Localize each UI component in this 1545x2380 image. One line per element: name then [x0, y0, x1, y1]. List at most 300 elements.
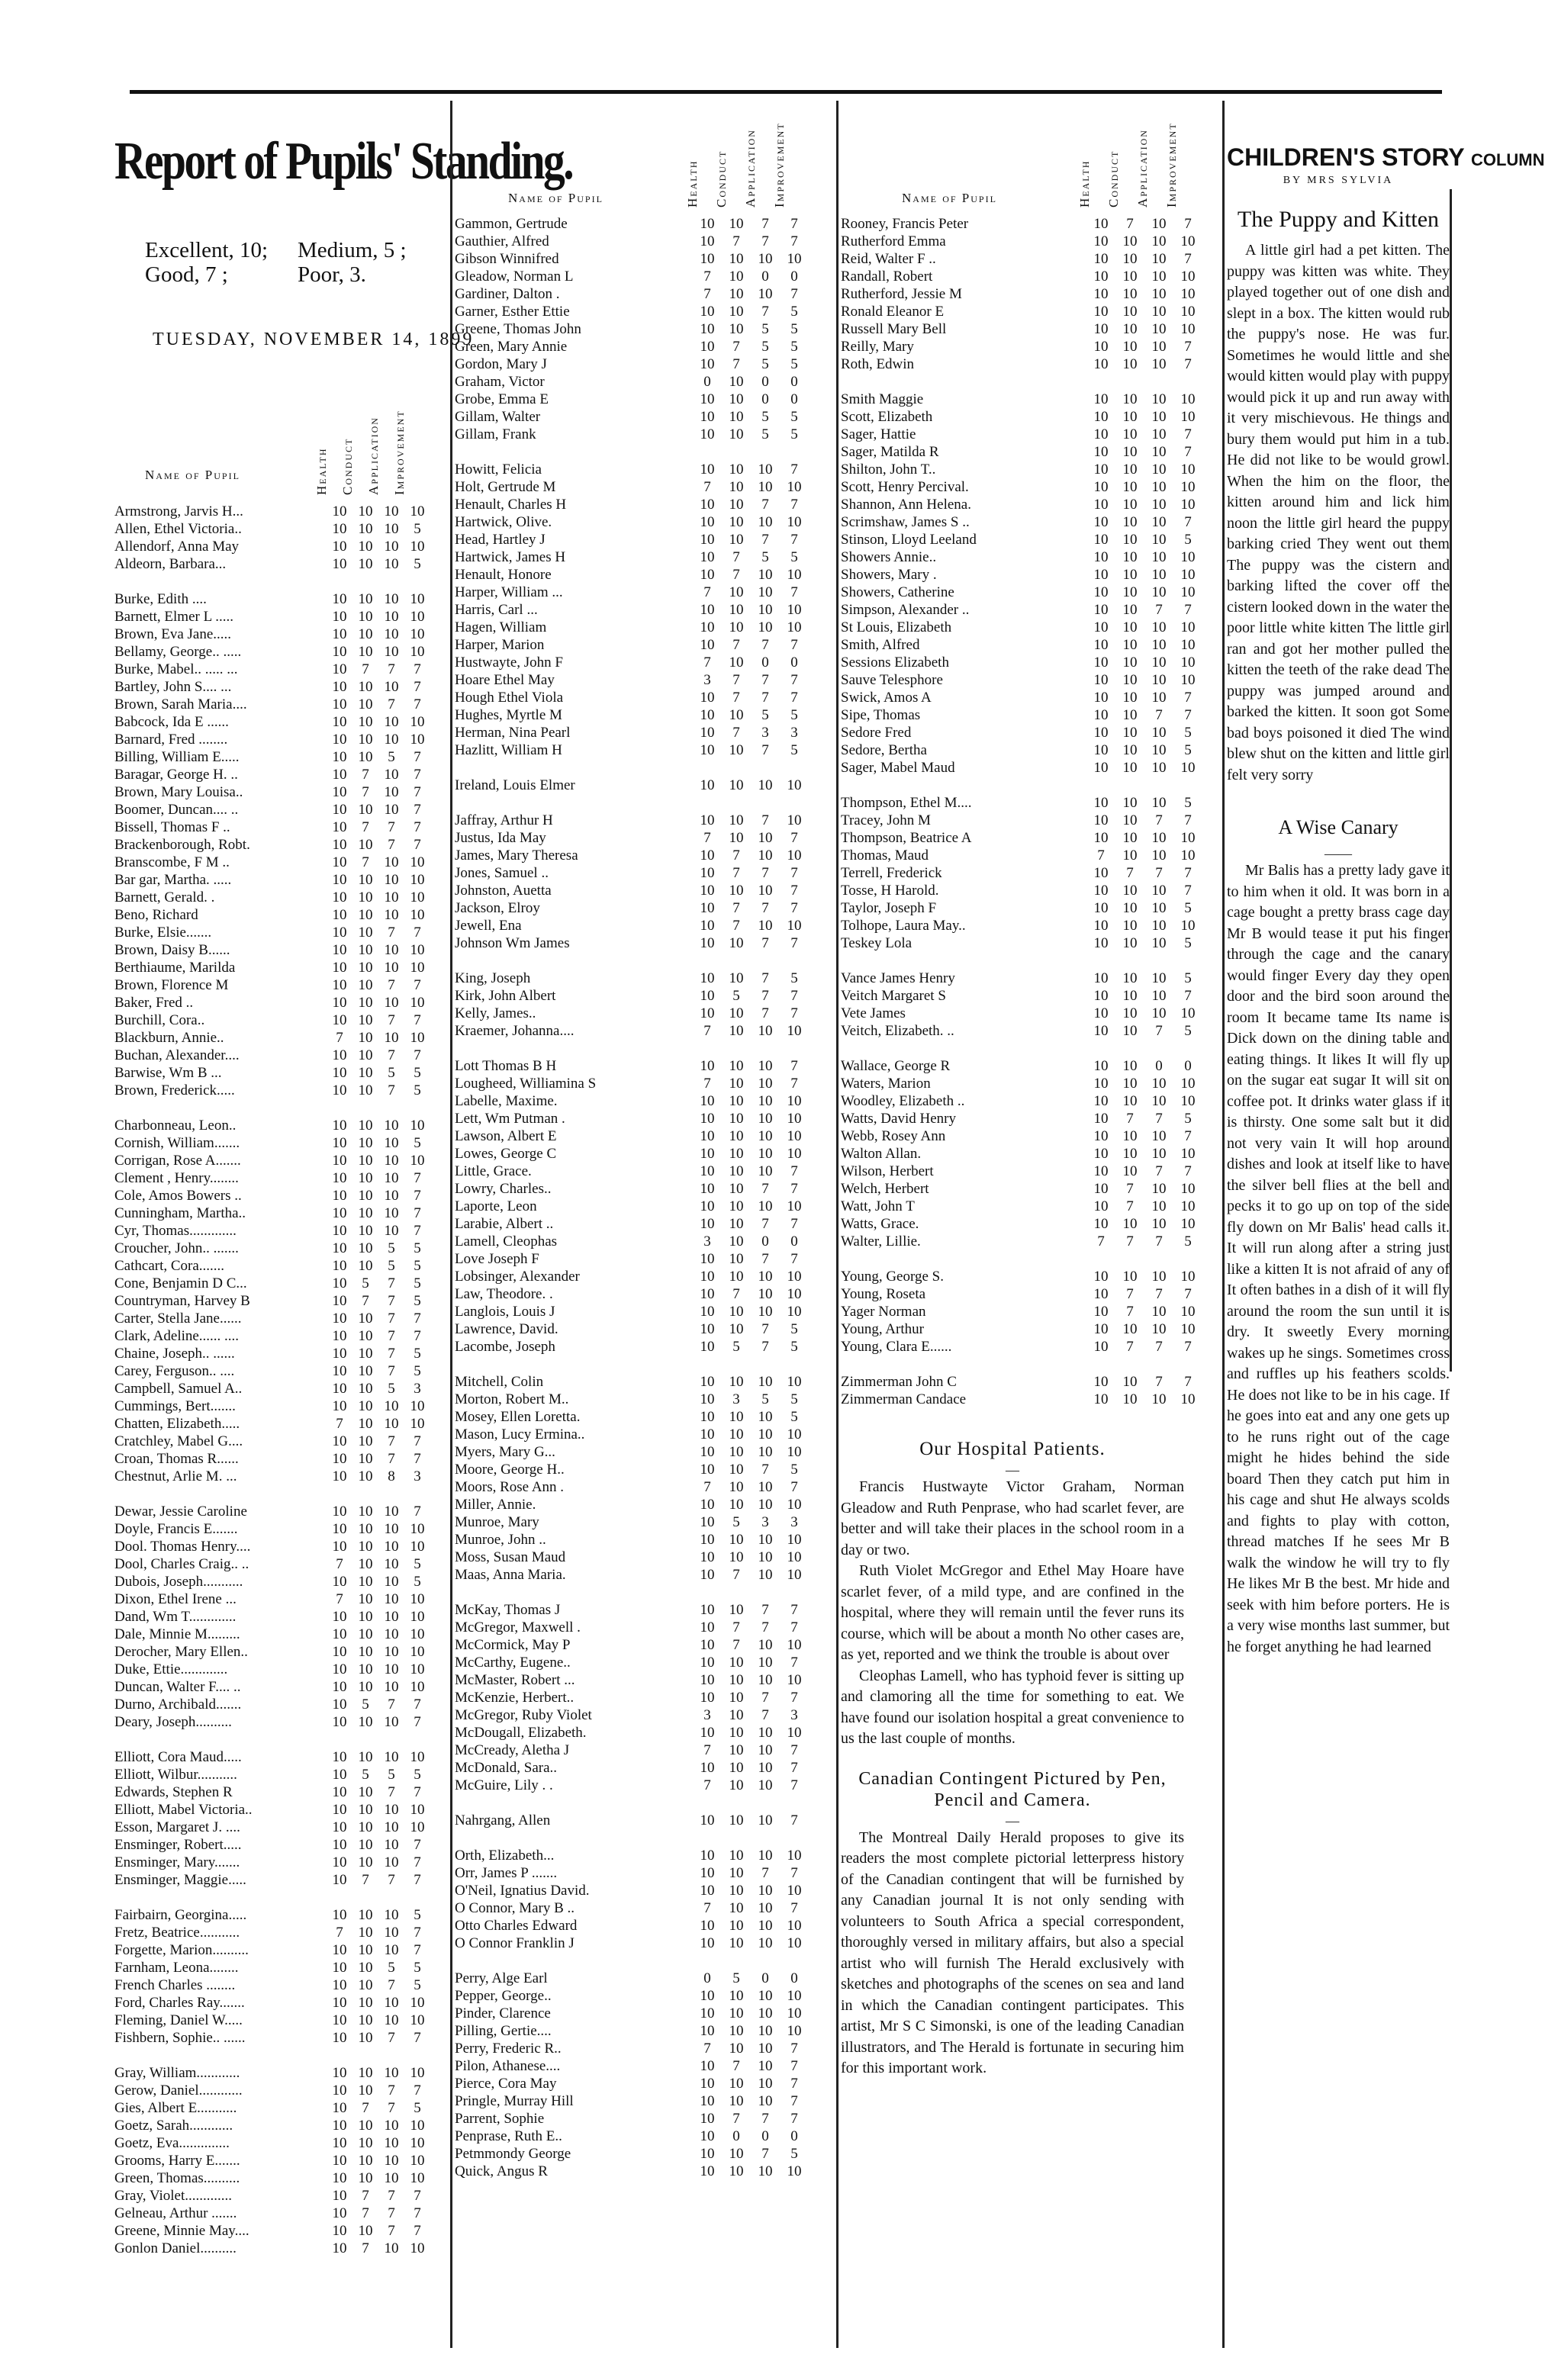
pupil-name: Showers Annie.. — [841, 549, 937, 565]
table-row — [455, 1005, 836, 1022]
application-score: 10 — [1151, 935, 1167, 951]
header-conduct: Conduct — [714, 150, 729, 207]
conduct-score: 10 — [729, 1181, 744, 1197]
application-score: 10 — [384, 1539, 399, 1555]
improvement-score: 7 — [414, 1697, 421, 1713]
table-row — [455, 601, 836, 619]
column-divider — [1222, 101, 1225, 2348]
pupil-name: Dewar, Jessie Caroline — [114, 1504, 247, 1520]
row-spacer — [455, 1829, 836, 1847]
application-score: 10 — [758, 602, 773, 618]
conduct-score: 7 — [732, 1286, 740, 1302]
pupil-name: Boomer, Duncan.... .. — [114, 802, 239, 818]
improvement-score: 10 — [410, 1609, 425, 1625]
conduct-score: 7 — [732, 918, 740, 934]
conduct-score: 10 — [729, 2146, 744, 2162]
application-score: 3 — [761, 1514, 769, 1530]
application-score: 10 — [1151, 1076, 1167, 1092]
pupil-name: McCormick, May P — [455, 1637, 571, 1653]
health-score: 10 — [700, 619, 715, 635]
conduct-score: 10 — [358, 1591, 373, 1607]
application-score: 10 — [384, 854, 399, 870]
conduct-score: 5 — [732, 1339, 740, 1355]
pupil-name: Watt, John T — [841, 1198, 915, 1214]
application-score: 8 — [388, 1468, 395, 1484]
conduct-score: 10 — [358, 1416, 373, 1432]
improvement-score: 7 — [414, 749, 421, 765]
health-score: 7 — [703, 1023, 711, 1039]
pupil-name: Ronald Eleanor E — [841, 304, 945, 320]
health-score: 10 — [700, 690, 715, 706]
table-row — [455, 1303, 836, 1320]
conduct-score: 10 — [358, 2065, 373, 2081]
pupil-name: Thompson, Beatrice A — [841, 830, 972, 846]
improvement-score: 10 — [410, 889, 425, 905]
pupil-name: Shannon, Ann Helena. — [841, 497, 971, 513]
pupil-name: Gillam, Frank — [455, 426, 536, 442]
conduct-score: 10 — [729, 1988, 744, 2004]
table-row — [455, 1549, 836, 1566]
table-row — [455, 1163, 836, 1180]
conduct-score: 10 — [729, 1672, 744, 1688]
improvement-score: 5 — [414, 1977, 421, 1993]
conduct-score: 10 — [1122, 444, 1138, 460]
improvement-score: 10 — [1180, 497, 1196, 513]
table-row — [455, 724, 836, 741]
health-score: 10 — [332, 1767, 347, 1783]
improvement-score: 7 — [790, 1760, 798, 1776]
table-row — [114, 1836, 450, 1854]
application-score: 5 — [388, 1065, 395, 1081]
pupil-name: Edwards, Stephen R — [114, 1784, 233, 1800]
health-score: 10 — [332, 1679, 347, 1695]
health-score: 10 — [332, 977, 347, 993]
pupil-name: Teskey Lola — [841, 935, 913, 951]
application-score: 10 — [758, 1812, 773, 1828]
conduct-score: 10 — [358, 995, 373, 1011]
application-score: 10 — [1151, 567, 1167, 583]
row-spacer — [455, 1584, 836, 1601]
pupil-name: Smith, Alfred — [841, 637, 920, 653]
improvement-score: 0 — [790, 1233, 798, 1250]
improvement-score: 10 — [787, 251, 802, 267]
health-score: 10 — [700, 1111, 715, 1127]
application-score: 10 — [1151, 1269, 1167, 1285]
table-row — [841, 741, 1222, 759]
pupil-name: Laporte, Leon — [455, 1198, 537, 1214]
pupil-name: Howitt, Felicia — [455, 462, 542, 478]
health-score: 10 — [332, 1697, 347, 1713]
pupil-name: Jewell, Ena — [455, 918, 522, 934]
pupil-name: Thompson, Ethel M.... — [841, 795, 972, 811]
table-row — [114, 1380, 450, 1397]
conduct-score: 10 — [729, 304, 744, 320]
pupil-name: Showers, Catherine — [841, 584, 954, 600]
health-score: 7 — [703, 2041, 711, 2057]
table-row — [455, 864, 836, 882]
table-row — [455, 426, 836, 443]
conduct-score: 10 — [729, 2076, 744, 2092]
improvement-score: 7 — [414, 1170, 421, 1186]
improvement-score: 5 — [1184, 742, 1192, 758]
application-score: 10 — [384, 679, 399, 695]
pupil-name: Clement , Henry........ — [114, 1170, 239, 1186]
improvement-score: 7 — [414, 1714, 421, 1730]
conduct-score: 10 — [358, 1065, 373, 1081]
pupil-name: Mason, Lucy Ermina.. — [455, 1426, 585, 1442]
pupil-name: Dubois, Joseph........... — [114, 1574, 243, 1590]
pupil-name: Chatten, Elizabeth..... — [114, 1416, 240, 1432]
conduct-score: 10 — [729, 1058, 744, 1074]
health-score: 10 — [700, 725, 715, 741]
table-row — [114, 1011, 450, 1029]
pupil-name: Cummings, Bert....... — [114, 1398, 236, 1414]
application-score: 10 — [384, 1416, 399, 1432]
header-improvement: Improvement — [772, 122, 787, 207]
application-score: 10 — [384, 1153, 399, 1169]
conduct-score: 10 — [1122, 1093, 1138, 1109]
conduct-score: 10 — [358, 1047, 373, 1063]
conduct-score: 10 — [1122, 619, 1138, 635]
application-score: 5 — [388, 1960, 395, 1976]
table-row — [455, 1320, 836, 1338]
application-score: 7 — [761, 1321, 769, 1337]
health-score: 7 — [1097, 847, 1105, 864]
pupil-name: Simpson, Alexander .. — [841, 602, 970, 618]
conduct-score: 10 — [358, 1995, 373, 2011]
conduct-score: 7 — [1126, 865, 1134, 881]
health-score: 10 — [700, 1865, 715, 1881]
table-row — [455, 1654, 836, 1671]
table-row — [455, 513, 836, 531]
improvement-score: 5 — [414, 556, 421, 572]
health-score: 10 — [1093, 1321, 1109, 1337]
table-row — [114, 2082, 450, 2099]
conduct-score: 10 — [729, 462, 744, 478]
table-row — [114, 538, 450, 555]
application-score: 5 — [761, 339, 769, 355]
conduct-score: 10 — [358, 503, 373, 519]
conduct-score: 10 — [729, 216, 744, 232]
health-score: 10 — [332, 2153, 347, 2169]
separator: — — [1006, 1812, 1019, 1828]
health-score: 10 — [332, 1188, 347, 1204]
improvement-score: 7 — [1184, 216, 1192, 232]
improvement-score: 7 — [790, 988, 798, 1004]
health-score: 10 — [700, 1602, 715, 1618]
pupil-name: Corrigan, Rose A....... — [114, 1153, 241, 1169]
application-score: 10 — [384, 1679, 399, 1695]
top-rule — [130, 90, 1442, 94]
pupil-name: Hartwick, James H — [455, 549, 566, 565]
table-row — [455, 461, 836, 478]
pupil-name: Ford, Charles Ray....... — [114, 1995, 245, 2011]
pupil-name: McCarthy, Eugene.. — [455, 1655, 571, 1671]
improvement-score: 10 — [410, 2240, 425, 2256]
application-score: 5 — [761, 356, 769, 372]
improvement-score: 7 — [1184, 690, 1192, 706]
improvement-score: 7 — [790, 2111, 798, 2127]
health-score: 10 — [332, 1942, 347, 1958]
improvement-score: 7 — [1184, 444, 1192, 460]
improvement-score: 7 — [1184, 988, 1192, 1004]
improvement-score: 5 — [790, 321, 798, 337]
application-score: 7 — [761, 1005, 769, 1021]
application-score: 7 — [388, 1275, 395, 1291]
improvement-score: 7 — [414, 1837, 421, 1853]
health-score: 10 — [332, 1714, 347, 1730]
pupil-name: Maas, Anna Maria. — [455, 1567, 566, 1583]
application-score: 10 — [1151, 321, 1167, 337]
conduct-score: 5 — [732, 1970, 740, 1986]
conduct-score: 10 — [358, 1153, 373, 1169]
application-score: 10 — [758, 1128, 773, 1144]
conduct-score: 10 — [1122, 426, 1138, 442]
conduct-score: 7 — [362, 2188, 369, 2204]
health-score: 10 — [332, 2030, 347, 2046]
conduct-score: 10 — [729, 1321, 744, 1337]
health-score: 7 — [703, 286, 711, 302]
health-score: 10 — [1093, 1128, 1109, 1144]
table-row — [455, 1812, 836, 1829]
pupil-name: Perry, Alge Earl — [455, 1970, 548, 1986]
improvement-score: 10 — [1180, 391, 1196, 407]
table-row — [114, 906, 450, 924]
application-score: 7 — [761, 2111, 769, 2127]
application-score: 10 — [758, 2041, 773, 2057]
table-row — [114, 1397, 450, 1415]
pupil-name: Thomas, Maud — [841, 847, 929, 864]
application-score: 5 — [388, 1240, 395, 1256]
health-score: 10 — [700, 233, 715, 249]
pupil-name: Bellamy, George.. ..... — [114, 644, 242, 660]
application-score: 10 — [1151, 795, 1167, 811]
table-row — [114, 766, 450, 783]
health-score: 10 — [1093, 637, 1109, 653]
pupil-name: Walter, Lillie. — [841, 1233, 921, 1250]
application-score: 10 — [1151, 619, 1167, 635]
table-row — [114, 1257, 450, 1275]
health-score: 10 — [700, 2163, 715, 2179]
application-score: 7 — [388, 661, 395, 677]
table-row — [114, 1082, 450, 1099]
pupil-name: Herman, Nina Pearl — [455, 725, 571, 741]
health-score: 10 — [1093, 532, 1109, 548]
pupil-name: Fretz, Beatrice........... — [114, 1925, 240, 1941]
health-score: 10 — [700, 1567, 715, 1583]
table-row — [455, 1864, 836, 1882]
conduct-score: 10 — [729, 514, 744, 530]
improvement-score: 10 — [1180, 1304, 1196, 1320]
pupil-name: Vance James Henry — [841, 970, 955, 986]
conduct-score: 10 — [729, 1812, 744, 1828]
table-row — [841, 478, 1222, 496]
table-row — [455, 899, 836, 917]
row-spacer — [455, 443, 836, 461]
table-row — [114, 1906, 450, 1924]
improvement-score: 7 — [790, 1251, 798, 1267]
conduct-score: 10 — [358, 1030, 373, 1046]
health-score: 10 — [332, 1995, 347, 2011]
pupil-name: Lobsinger, Alexander — [455, 1269, 580, 1285]
pupil-name: Burke, Edith .... — [114, 591, 207, 607]
conduct-score: 10 — [729, 812, 744, 828]
pupil-name: Grobe, Emma E — [455, 391, 549, 407]
application-score: 10 — [384, 503, 399, 519]
pupil-name: Stinson, Lloyd Leeland — [841, 532, 977, 548]
conduct-score: 7 — [732, 2111, 740, 2127]
conduct-score: 10 — [358, 539, 373, 555]
table-row — [455, 1478, 836, 1496]
improvement-score: 7 — [414, 1328, 421, 1344]
conduct-score: 10 — [729, 1374, 744, 1390]
health-score: 10 — [332, 2240, 347, 2256]
health-score: 10 — [332, 1521, 347, 1537]
health-score: 10 — [700, 865, 715, 881]
application-score: 5 — [761, 321, 769, 337]
table-row — [455, 1671, 836, 1689]
health-score: 10 — [1093, 935, 1109, 951]
pupil-name: Pinder, Clarence — [455, 2005, 551, 2021]
improvement-score: 5 — [1184, 795, 1192, 811]
pupil-table-two — [455, 215, 836, 2180]
table-row — [455, 1461, 836, 1478]
table-row — [455, 1075, 836, 1092]
conduct-score: 10 — [729, 935, 744, 951]
pupil-name: Labelle, Maxime. — [455, 1093, 558, 1109]
health-score: 10 — [700, 1760, 715, 1776]
health-score: 10 — [332, 1433, 347, 1449]
table-row — [114, 1976, 450, 1994]
health-score: 10 — [700, 1251, 715, 1267]
conduct-score: 10 — [358, 1258, 373, 1274]
pupil-name: Cole, Amos Bowers .. — [114, 1188, 242, 1204]
health-score: 10 — [700, 1198, 715, 1214]
health-score: 10 — [700, 883, 715, 899]
improvement-score: 7 — [790, 216, 798, 232]
health-score: 10 — [700, 567, 715, 583]
table-row — [455, 1724, 836, 1742]
pupil-name: Goetz, Sarah............ — [114, 2118, 233, 2134]
conduct-score: 7 — [732, 339, 740, 355]
improvement-score: 10 — [787, 619, 802, 635]
conduct-score: 7 — [362, 767, 369, 783]
application-score: 5 — [761, 707, 769, 723]
improvement-score: 7 — [790, 462, 798, 478]
application-score: 10 — [1151, 286, 1167, 302]
right-border — [1450, 189, 1452, 1372]
conduct-score: 10 — [358, 1661, 373, 1677]
application-score: 7 — [388, 1346, 395, 1362]
health-score: 10 — [332, 2100, 347, 2116]
application-score: 10 — [384, 1661, 399, 1677]
table-row — [841, 671, 1222, 689]
table-row — [455, 1777, 836, 1794]
improvement-score: 7 — [1184, 339, 1192, 355]
application-score: 10 — [384, 556, 399, 572]
health-score: 10 — [700, 1690, 715, 1706]
pupil-name: Sipe, Thomas — [841, 707, 921, 723]
canary-body — [1227, 860, 1450, 1658]
application-score: 10 — [1151, 1146, 1167, 1162]
pupil-name: Bartley, John S.... ... — [114, 679, 232, 695]
health-score: 10 — [700, 1497, 715, 1513]
improvement-score: 7 — [414, 679, 421, 695]
improvement-score: 10 — [1180, 409, 1196, 425]
improvement-score: 10 — [1180, 479, 1196, 495]
pupil-name: Wallace, George R — [841, 1058, 951, 1074]
pupil-name: Lowes, George C — [455, 1146, 557, 1162]
health-score: 10 — [700, 1058, 715, 1074]
health-score: 10 — [332, 1275, 347, 1291]
improvement-score: 10 — [410, 854, 425, 870]
table-row — [114, 2169, 450, 2187]
pupil-name: Penprase, Ruth E.. — [455, 2128, 562, 2144]
table-row — [455, 2163, 836, 2180]
table-row — [455, 1426, 836, 1443]
pupil-name: Orr, James P ....... — [455, 1865, 558, 1881]
application-score: 10 — [384, 1802, 399, 1818]
improvement-score: 5 — [414, 1346, 421, 1362]
table-row — [455, 215, 836, 233]
pupil-name: McGregor, Ruby Violet — [455, 1707, 592, 1723]
improvement-score: 3 — [790, 1514, 798, 1530]
health-score: 10 — [1093, 549, 1109, 565]
row-spacer — [841, 1250, 1222, 1268]
table-row — [455, 1689, 836, 1706]
improvement-score: 10 — [410, 1591, 425, 1607]
pupil-name: Allen, Ethel Victoria.. — [114, 521, 242, 537]
conduct-score: 10 — [729, 409, 744, 425]
pupil-name: Burke, Mabel.. ..... ... — [114, 661, 238, 677]
application-score: 0 — [761, 391, 769, 407]
health-score: 10 — [1093, 1005, 1109, 1021]
conduct-score: 10 — [1122, 1391, 1138, 1407]
conduct-score: 10 — [1122, 479, 1138, 495]
pupil-name: Gauthier, Alfred — [455, 233, 549, 249]
improvement-score: 7 — [790, 900, 798, 916]
conduct-score: 10 — [1122, 356, 1138, 372]
health-score: 10 — [1093, 1076, 1109, 1092]
health-score: 10 — [1093, 356, 1109, 372]
pupil-name: Kirk, John Albert — [455, 988, 556, 1004]
pupil-name: McKay, Thomas J — [455, 1602, 561, 1618]
table-row — [841, 1391, 1222, 1408]
health-score: 10 — [700, 1672, 715, 1688]
improvement-score: 10 — [787, 1198, 802, 1214]
table-row — [841, 899, 1222, 917]
row-spacer — [841, 952, 1222, 970]
health-score: 10 — [1093, 514, 1109, 530]
table-row — [455, 1636, 836, 1654]
health-score: 10 — [1093, 269, 1109, 285]
application-score: 7 — [1155, 707, 1163, 723]
table-row — [114, 1433, 450, 1450]
pupil-name: Sedore Fred — [841, 725, 912, 741]
conduct-score: 10 — [729, 970, 744, 986]
improvement-score: 5 — [414, 1082, 421, 1098]
health-score: 7 — [703, 1479, 711, 1495]
health-score: 10 — [332, 1293, 347, 1309]
health-score: 10 — [700, 1655, 715, 1671]
health-score: 10 — [332, 2118, 347, 2134]
improvement-score: 5 — [1184, 900, 1192, 916]
health-score: 10 — [700, 409, 715, 425]
improvement-score: 10 — [787, 1848, 802, 1864]
pupil-name: Hoare Ethel May — [455, 672, 555, 688]
improvement-score: 10 — [410, 591, 425, 607]
table-row — [455, 970, 836, 987]
